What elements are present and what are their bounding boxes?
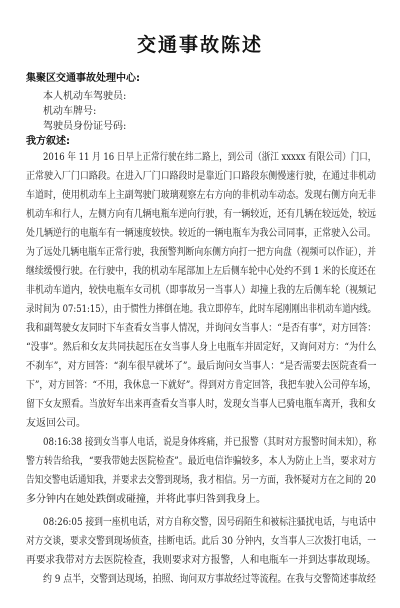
body-line: 2016 年 11 月 16 日早上正常行驶在纬二路上，到公司（浙江 xxxxx 有限公司）门口， — [43, 152, 377, 163]
body-line: 车道时，使用机动车上主副驾驶门玻璃观察左右方向的非机动车动态。发现右侧方向无非 — [26, 190, 376, 201]
body-line: 为了远处几辆电瓶车正常行驶，我预警判断向东侧方向打一把方向盘（视频可以作证），并 — [26, 247, 377, 258]
body-line: 08:26:05 接到一座机电话，对方自称交警，因号码陌生和被标注骚扰电话，与电话中 — [43, 517, 377, 528]
body-line: 不刹车”，对方回答：“刹车很早就坏了”。最后询问女当事人：“是否需要去医院查看一 — [26, 361, 377, 372]
id-number-field: 驾驶员身份证号码: — [43, 121, 127, 132]
body-line: 留下女友照看。当放好车出来再查看女当事人时，发现女当事人已骑电瓶车离开，我和女 — [26, 399, 376, 410]
body-line: 继续缓慢行驶。在行驶中，我的机动车尾部加上左后侧车轮中心处约不到 1 米的长度还在 — [26, 266, 376, 277]
body-line: 多分钟内在她处跌倒或碰撞，并将此事归咎到我身上。 — [26, 494, 266, 505]
section-heading: 我方叙述: — [26, 136, 70, 147]
document-title: 交通事故陈述 — [136, 34, 263, 56]
body-line: 处几辆逆行的电瓶车有一辆速度较快。较近的一辆电瓶车为我公司同事，正常驶入公司。 — [26, 228, 376, 239]
body-line: 我和副驾驶女友同时下车查看女当事人情况，并询问女当事人：“是否有事”，对方回答： — [26, 323, 377, 334]
body-line: 对方交谈，要求交警到现场侦查，挂断电话。此后 30 分钟内，女当事人三次拨打电话，一 — [26, 536, 377, 547]
body-line: 非机动车道内，较快电瓶车女司机（即事故另一当事人）却撞上我的左后侧车轮（视频记 — [26, 285, 376, 296]
body-line: 再要求我带对方去医院检查，我则要求对方报警，人和电瓶车一并到达事故现场。 — [26, 555, 376, 566]
body-line: 告知交警电话通知我，并要求去交警到现场，我才相信。另一方面，我怀疑对方在之间的 20 — [26, 475, 376, 486]
body-line: 录时间为 07:51:15），由于惯性力摔倒在地。我立即停车，此时车尾刚刚出非机动车道内线。 — [26, 304, 377, 315]
body-line: 08:16:38 接到女当事人电话，说是身体疼痛，并已报警（其时对方报警时间未知），称 — [43, 437, 377, 448]
recipient-org: 集聚区交通事故处理中心: — [26, 73, 140, 84]
body-line: 正常驶入厂门口路段。在进入厂门口路段时是靠近门口路段东侧慢速行驶，在通过非机动 — [26, 171, 376, 182]
body-line: 友返回公司。 — [26, 418, 86, 429]
body-line: 警方转告给我，“要我带她去医院检查”。最近电信诈骗较多，本人为防止上当，要求对方 — [26, 456, 377, 467]
driver-field: 本人机动车驾驶员: — [43, 91, 127, 102]
body-line: 约 9 点半，交警到达现场，拍照、询问双方事故经过等流程。在我与交警简述事故经 — [43, 574, 376, 585]
body-line: 下”，对方回答：“不用，我休息一下就好”。得到对方肯定回答，我把车驶入公司停车场， — [26, 380, 377, 391]
body-line: “没事”。然后和女友共同扶起压在女当事人身上电瓶车并固定好，又询问对方：“为什么 — [26, 342, 377, 353]
body-line: 机动车和行人，左侧方向有几辆电瓶车逆向行驶，有一辆较近，还有几辆在较远处，较远 — [26, 209, 376, 220]
plate-number-field: 机动车牌号: — [43, 106, 97, 117]
